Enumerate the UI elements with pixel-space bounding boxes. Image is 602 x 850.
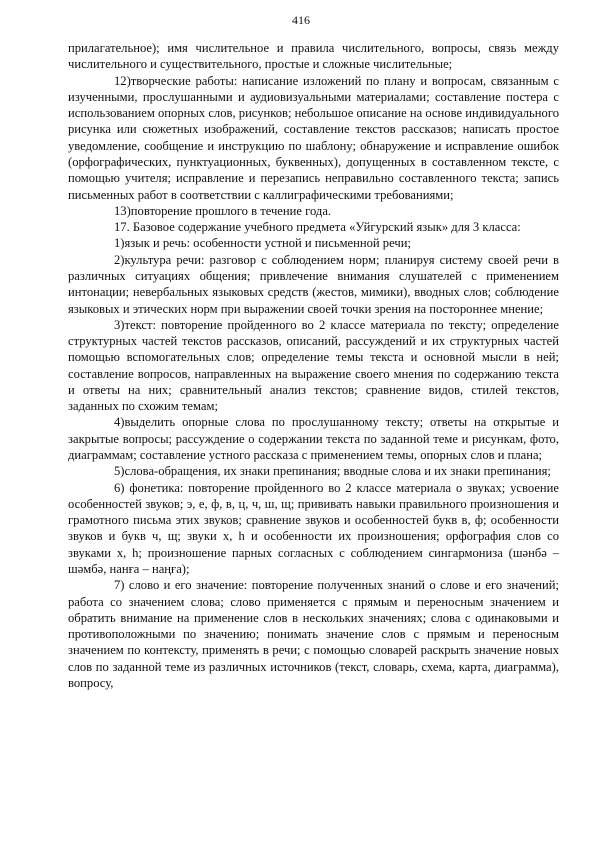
paragraph-phonetics: 6) фонетика: повторение пройденного во 2 классе материала о звуках; усвоение особенностей звуков; э, е, ф, в, ц, ч, ш, щ; прививать навыки правильного произношения и грамотного письма этих звуков; сравнение звуков и особенностей букв в, ф; особенности звуков и букв ч, щ; звуки х, h и особенности их произношения; орфография слов со звуками х, h; произношение парных согласных с соблюдением сингармониза (шәнбә – шәмбә, нанға – наңға); (68, 480, 559, 576)
section-heading-grade-3: 17. Базовое содержание учебного предмета «Уйгурский язык» для 3 класса: (114, 220, 521, 235)
paragraph-word-meaning: 7) слово и его значение: повторение полученных знаний о слове и его значений; работа со значением слова; слово применяется с прямым и переносным значением и обратить внимание на применение слов в нескольких значениях; слова с одинаковыми и противоположными по значению; понимать значение слов с прямым и переносным значением по контексту, применять в речи; с помощью словарей раскрыть значение новых слов по заданной теме из различных источников (текст, словарь, схема, карта, диаграмма), вопросу, (68, 578, 559, 690)
paragraph-year-review: 13)повторение прошлого в течение года. (114, 203, 332, 218)
paragraph-creative-works: 12)творческие работы: написание изложений по плану и вопросам, связанным с изученными, прослушанными и аудиовизуальными материалами; составление постера с использованием опорных слов, рисунков; небольшое описание на основе индивидуального рисунка или сюжетных изображений, составление текстов рассказов; написать простое уведомление, сообщение и инструкцию по шаблону; обнаружение и исправление ошибок (орфографических, пунктуационных, буквенных), допущенных в составленном тексте, с помощью учителя; исправление и перезапись неправильно составленного текста; запись письменных работ в соответствии с каллиграфическими требованиями; (68, 73, 559, 202)
page-number: 416 (292, 13, 310, 27)
paragraph-key-words: 4)выделить опорные слова по прослушанному тексту; ответы на открытые и закрытые вопросы; рассуждение о содержании текста по заданной теме и рисункам, фото, диаграммам; составление устного рассказа с применением темы, опорных слов и плана; (68, 415, 559, 463)
document-body (68, 40, 559, 691)
paragraph-address-words: 5)слова-обращения, их знаки препинания; вводные слова и их знаки препинания; (114, 464, 551, 479)
paragraph-language-speech: 1)язык и речь: особенности устной и письменной речи; (114, 236, 411, 251)
paragraph-text: 3)текст: повторение пройденного во 2 классе материала по тексту; определение структурных частей текстов рассказов, описаний, рассуждений и их структурных частей помощью вспомогательных слов; определение темы текста и основной мысли в ней; составление вопросов, направленных на выражение своего мнения по содержанию текста и ответы на них; сравнительный анализ текстов; сравнение видов, стилей текстов, заданных по схожим темам; (68, 317, 559, 414)
paragraph-continuation: прилагательное); имя числительное и правила числительного, вопросы, связь между числительного и существительного, простые и сложные числительные; (68, 41, 559, 72)
paragraph-speech-culture: 2)культура речи: разговор с соблюдением норм; планируя систему своей речи в различных ситуациях общения; привлечение внимания слушателей с применением интонации; невербальных языковых средств (жестов, мимики), вводных слов; соблюдение языковых и этических норм при выражении своей точки зрения на постороннее мнение; (68, 252, 559, 316)
